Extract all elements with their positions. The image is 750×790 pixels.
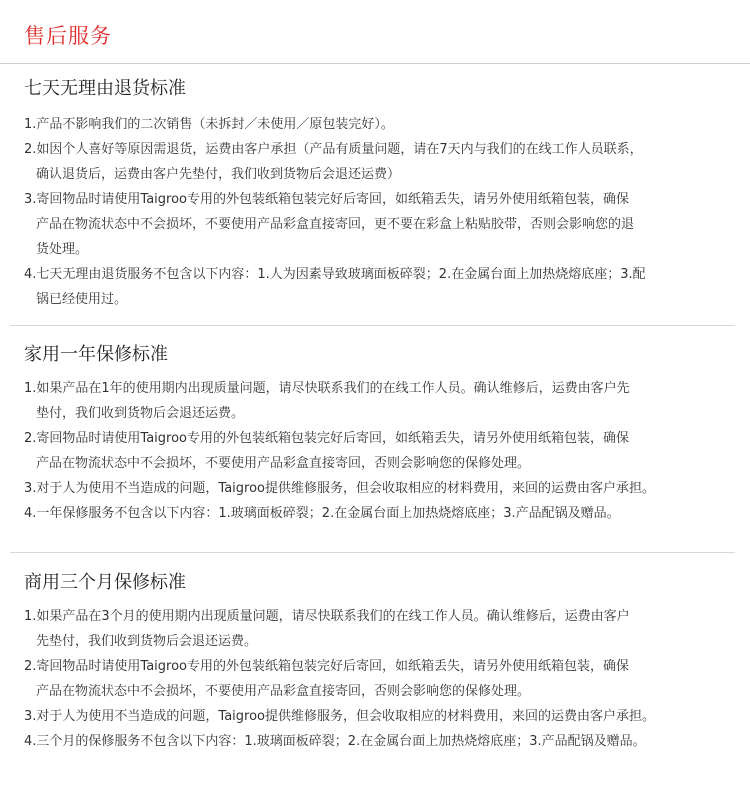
section-heading: 商用三个月保修标准 bbox=[24, 572, 186, 593]
item-text-continued: 产品在物流状态中不会损坏，不要使用产品彩盒直接寄回，否则会影响您的保修处理。 bbox=[36, 684, 531, 699]
title-rule bbox=[0, 63, 750, 64]
item-number: 3. bbox=[24, 481, 37, 496]
item-number: 2. bbox=[24, 431, 37, 446]
item-text: 如因个人喜好等原因需退货，运费由客户承担（产品有质量问题，请在7天内与我们的在线工作人员联系， bbox=[36, 142, 643, 157]
item-number: 1. bbox=[24, 609, 37, 624]
item-number: 1. bbox=[24, 381, 37, 396]
section-heading: 七天无理由退货标准 bbox=[24, 78, 186, 99]
item-text: 对于人为使用不当造成的问题，Taigroo提供维修服务，但会收取相应的材料费用，来回的运费由客户承担。 bbox=[36, 481, 655, 496]
list-item bbox=[24, 729, 740, 754]
item-number: 4. bbox=[24, 506, 37, 521]
item-text-continued: 产品在物流状态中不会损坏，不要使用产品彩盒直接寄回，更不要在彩盒上粘贴胶带，否则会影响您的退 bbox=[36, 217, 635, 232]
page-title: 售后服务 bbox=[24, 24, 112, 48]
item-text: 如果产品在3个月的使用期内出现质量问题，请尽快联系我们的在线工作人员。确认维修后，运费由客户 bbox=[36, 609, 630, 624]
list-item bbox=[24, 654, 740, 704]
list-item bbox=[24, 426, 740, 476]
item-list bbox=[24, 604, 740, 754]
item-number: 2. bbox=[24, 142, 37, 157]
list-item bbox=[24, 376, 740, 426]
item-number: 1. bbox=[24, 117, 37, 132]
item-number: 3. bbox=[24, 709, 37, 724]
item-text: 如果产品在1年的使用期内出现质量问题，请尽快联系我们的在线工作人员。确认维修后，运费由客户先 bbox=[36, 381, 630, 396]
item-text-continued: 垫付，我们收到货物后会退还运费。 bbox=[36, 406, 245, 421]
item-text: 寄回物品时请使用Taigroo专用的外包装纸箱包装完好后寄回，如纸箱丢失，请另外使用纸箱包装，确保 bbox=[36, 192, 629, 207]
item-list bbox=[24, 112, 740, 312]
list-item bbox=[24, 187, 740, 262]
list-item bbox=[24, 262, 740, 312]
list-item bbox=[24, 476, 740, 501]
section-divider bbox=[10, 552, 735, 553]
list-item bbox=[24, 501, 740, 526]
item-number: 4. bbox=[24, 267, 37, 282]
item-text: 一年保修服务不包含以下内容：1.玻璃面板碎裂；2.在金属台面上加热烧熔底座；3.产品配锅及赠品。 bbox=[36, 506, 620, 521]
item-text: 寄回物品时请使用Taigroo专用的外包装纸箱包装完好后寄回，如纸箱丢失，请另外使用纸箱包装，确保 bbox=[36, 431, 629, 446]
item-text: 寄回物品时请使用Taigroo专用的外包装纸箱包装完好后寄回，如纸箱丢失，请另外使用纸箱包装，确保 bbox=[36, 659, 629, 674]
item-text-continued: 确认退货后，运费由客户先垫付，我们收到货物后会退还运费） bbox=[36, 167, 401, 182]
list-item bbox=[24, 112, 740, 137]
item-text-continued: 锅已经使用过。 bbox=[36, 292, 128, 307]
section-divider bbox=[10, 325, 735, 326]
item-list bbox=[24, 376, 740, 526]
item-text: 七天无理由退货服务不包含以下内容：1.人为因素导致玻璃面板碎裂；2.在金属台面上加热烧熔底座；3.配 bbox=[36, 267, 646, 282]
item-text-continued: 货处理。 bbox=[36, 242, 89, 257]
item-text-continued: 先垫付，我们收到货物后会退还运费。 bbox=[36, 634, 258, 649]
section-heading: 家用一年保修标准 bbox=[24, 344, 168, 365]
item-number: 2. bbox=[24, 659, 37, 674]
item-text: 对于人为使用不当造成的问题，Taigroo提供维修服务，但会收取相应的材料费用，来回的运费由客户承担。 bbox=[36, 709, 655, 724]
item-number: 3. bbox=[24, 192, 37, 207]
list-item bbox=[24, 704, 740, 729]
list-item bbox=[24, 137, 740, 187]
item-text-continued: 产品在物流状态中不会损坏，不要使用产品彩盒直接寄回，否则会影响您的保修处理。 bbox=[36, 456, 531, 471]
list-item bbox=[24, 604, 740, 654]
item-text: 产品不影响我们的二次销售（未拆封／未使用／原包装完好）。 bbox=[36, 117, 394, 132]
item-number: 4. bbox=[24, 734, 37, 749]
item-text: 三个月的保修服务不包含以下内容：1.玻璃面板碎裂；2.在金属台面上加热烧熔底座；3.产品配锅及赠品。 bbox=[36, 734, 646, 749]
